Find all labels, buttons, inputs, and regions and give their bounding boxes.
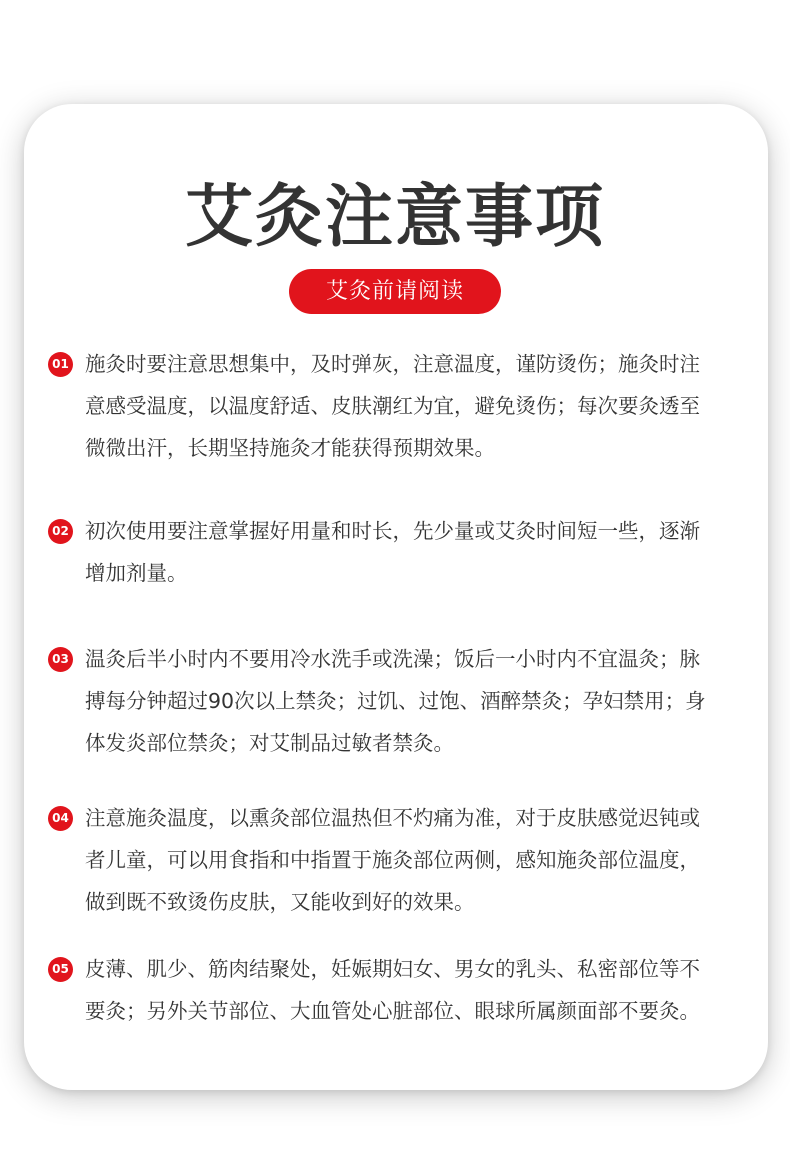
item-number-badge: 04 [48, 806, 73, 831]
item-line: 要灸；另外关节部位、大血管处心脏部位、眼球所属颜面部不要灸。 [85, 999, 700, 1023]
item-line: 搏每分钟超过90次以上禁灸；过饥、过饱、酒醉禁灸；孕妇禁用；身 [85, 689, 706, 713]
item-line: 做到既不致烫伤皮肤，又能收到好的效果。 [85, 890, 475, 914]
item-line: 皮薄、肌少、筋肉结聚处，妊娠期妇女、男女的乳头、私密部位等不 [85, 957, 700, 981]
item-number-badge: 01 [48, 352, 73, 377]
item-text [85, 948, 748, 1032]
item-line: 增加剂量。 [85, 561, 188, 585]
item-text [85, 797, 748, 923]
item-line: 体发炎部位禁灸；对艾制品过敏者禁灸。 [85, 731, 454, 755]
page-title: 艾灸注意事项 [184, 177, 605, 257]
item-line: 意感受温度，以温度舒适、皮肤潮红为宜，避免烫伤；每次要灸透至 [85, 394, 700, 418]
item-number-badge: 02 [48, 519, 73, 544]
item-line: 者儿童，可以用食指和中指置于施灸部位两侧，感知施灸部位温度， [85, 848, 700, 872]
item-text [85, 638, 748, 764]
item-number-badge: 03 [48, 647, 73, 672]
item-line: 温灸后半小时内不要用冷水洗手或洗澡；饭后一小时内不宜温灸；脉 [85, 647, 700, 671]
item-line: 初次使用要注意掌握好用量和时长，先少量或艾灸时间短一些，逐渐 [85, 519, 700, 543]
item-line: 施灸时要注意思想集中，及时弹灰，注意温度，谨防烫伤；施灸时注 [85, 352, 700, 376]
item-number-badge: 05 [48, 957, 73, 982]
item-line: 注意施灸温度，以熏灸部位温热但不灼痛为准，对于皮肤感觉迟钝或 [85, 806, 700, 830]
read-before-badge: 艾灸前请阅读 [289, 269, 501, 314]
item-text [85, 510, 748, 594]
item-line: 微微出汗，长期坚持施灸才能获得预期效果。 [85, 436, 495, 460]
item-text [85, 343, 748, 469]
